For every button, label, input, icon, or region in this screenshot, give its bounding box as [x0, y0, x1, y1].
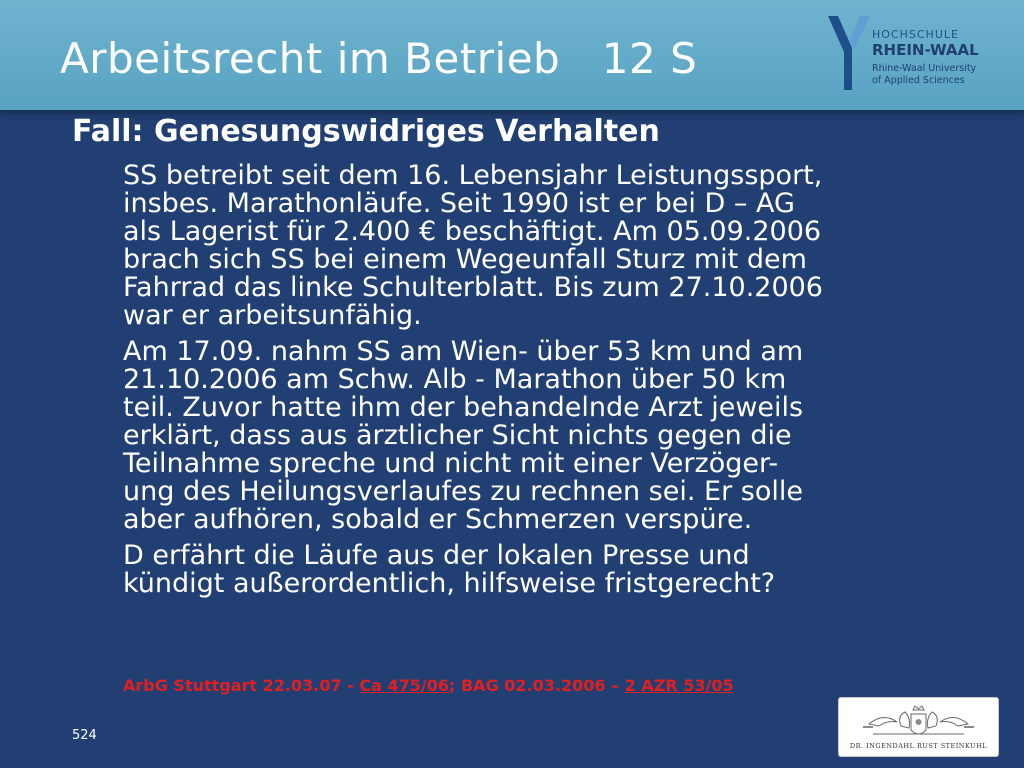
text-line: SS betreibt seit dem 16. Lebensjahr Leistungssport,: [123, 160, 823, 191]
citation-text-2: ; BAG 02.03.2006 –: [449, 676, 625, 695]
text-line: als Lagerist für 2.400 € beschäftigt. Am 05.09.2006: [123, 216, 822, 247]
citation-link-ca-475-06[interactable]: Ca 475/06: [359, 676, 450, 695]
logo-text-university: Rhine-Waal University: [872, 63, 977, 74]
law-firm-signet: [838, 697, 999, 757]
text-line: D erfährt die Läufe aus der lokalen Presse und: [123, 540, 750, 571]
text-line: Fahrrad das linke Schulterblatt. Bis zum 27.10.2006: [123, 272, 823, 303]
logo-text-applied-sciences: of Applied Sciences: [872, 75, 965, 86]
text-line: erklärt, dass aus ärztlicher Sicht nichts gegen die: [123, 420, 792, 451]
case-text: [123, 162, 963, 606]
text-line: kündigt außerordentlich, hilfsweise fristgerecht?: [123, 568, 776, 599]
page-number: 524: [72, 728, 97, 743]
text-line: teil. Zuvor hatte ihm der behandelnde Arzt jeweils: [123, 392, 804, 423]
header-bar: [0, 0, 1024, 110]
text-line: Am 17.09. nahm SS am Wien- über 53 km und am: [123, 336, 804, 367]
text-line: ung des Heilungsverlaufes zu rechnen sei. Er solle: [123, 476, 803, 507]
coat-of-arms-icon: [839, 700, 998, 744]
text-line: brach sich SS bei einem Wegeunfall Sturz mit dem: [123, 244, 807, 275]
text-line: Teilnahme spreche und nicht mit einer Verzöger-: [123, 448, 779, 479]
slide-title: Arbeitsrecht im Betrieb 12 S: [60, 34, 698, 83]
text-line: war er arbeitsunfähig.: [123, 300, 422, 331]
logo-text-rhein-waal: RHEIN-WAAL: [872, 41, 979, 59]
citation-link-2-azr-53-05[interactable]: 2 AZR 53/05: [624, 676, 734, 695]
paragraph-facts: [123, 162, 963, 330]
paragraph-marathons: [123, 338, 963, 534]
paragraph-question: [123, 542, 963, 598]
court-citation: [123, 676, 734, 695]
university-logo: [826, 12, 1011, 100]
text-line: 21.10.2006 am Schw. Alb - Marathon über 50 km: [123, 364, 787, 395]
signet-caption: DR. INGENDAHL RUST STEINKUHL: [849, 742, 988, 750]
case-heading: Fall: Genesungswidriges Verhalten: [72, 114, 660, 149]
citation-text-1: ArbG Stuttgart 22.03.07 -: [123, 676, 360, 695]
university-logo-icon: [826, 14, 872, 94]
logo-text-hochschule: HOCHSCHULE: [872, 28, 959, 41]
text-line: aber aufhören, sobald er Schmerzen verspüre.: [123, 504, 753, 535]
text-line: insbes. Marathonläufe. Seit 1990 ist er bei D – AG: [123, 188, 795, 219]
